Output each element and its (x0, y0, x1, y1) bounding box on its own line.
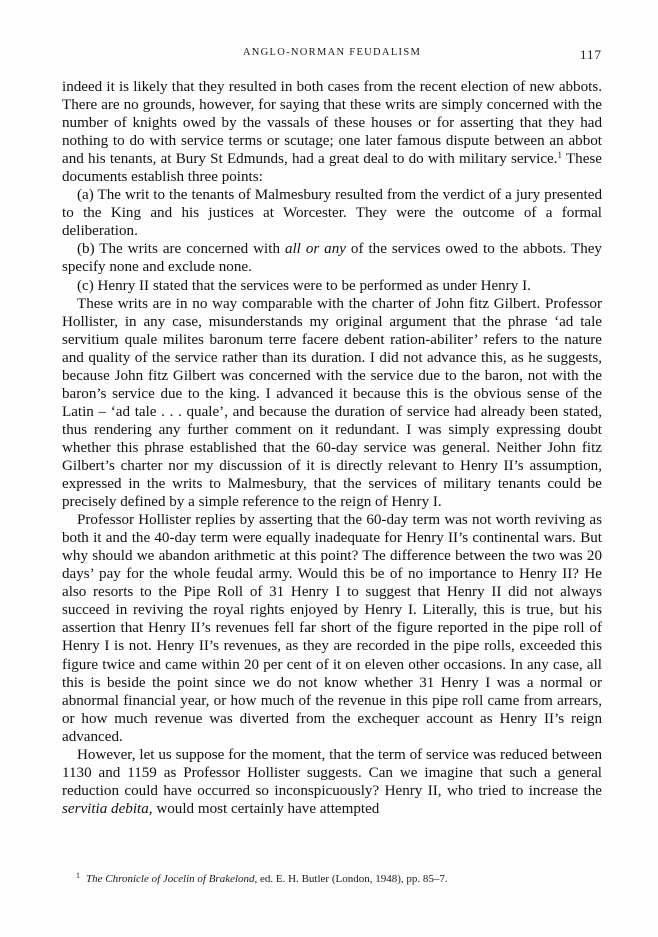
paragraph-text: These writs are in no way comparable with the charter of John fitz Gilbert. Professor Hollister, in any case, misunderstands my original argument that the phrase ‘ad tale servitium quale milites baronum terre facere debent ration-abiliter’ refers to the nature and quality of the service rather than its duration. I did not advance this, as he suggests, because John fitz Gilbert was concerned with the service due to the baron, not with the baron’s service due to the king. I advanced it because this is the obvious sense of the Latin – ‘ad tale . . . quale’, and because the duration of service had already been stated, thus rendering any further comment on it redundant. I was simply expressing doubt whether this phrase established that the 60-day service was general. Neither John fitz Gilbert’s charter nor my discussion of it is directly relevant to Henry II’s assumption, expressed in the writs to Malmesbury, that the services of military tenants could be precisely defined by a simple reference to the reign of Henry I. (62, 295, 602, 511)
paragraph-continued (62, 78, 602, 186)
paragraph-text: indeed it is likely that they resulted in both cases from the recent election of new abbots. There are no grounds, however, for saying that these writs are simply concerned with the number of knights owed by the vassals of these houses or for asserting that they had nothing to do with service terms or scutage; one later famous dispute between an abbot and his tenants, at Bury St Edmunds, had a great deal to do with military service. (62, 79, 602, 168)
paragraph-text: , would most certainly have attempted (148, 800, 380, 817)
paragraph-text: These documents establish three points: (62, 151, 603, 186)
paragraph (62, 746, 602, 818)
running-head (62, 47, 602, 65)
footnote-reference: 1 (557, 150, 563, 161)
emphasis: all or any (284, 241, 346, 258)
list-item-text: (c) Henry II stated that the services were to be performed as under Henry I. (77, 277, 531, 294)
footnote-text: , ed. E. H. Butler (London, 1948), pp. 85–7. (254, 873, 448, 885)
emphasis: servitia debita (62, 800, 149, 817)
body-text (62, 78, 602, 818)
page-number: 117 (579, 47, 602, 62)
paragraph (62, 295, 602, 512)
paragraph-text: However, let us suppose for the moment, that the term of service was reduced between 1130 and 1159 as Professor Hollister suggests. Can we imagine that such a general reduction could have occurred so inconspicuously? Henry II, who tried to increase the (62, 746, 602, 799)
running-title: ANGLO-NORMAN FEUDALISM (242, 47, 422, 58)
list-item-a (62, 186, 602, 240)
list-item-text: (b) The writs are concerned with (77, 241, 285, 258)
list-item-text: (a) The writ to the tenants of Malmesbury resulted from the verdict of a jury presented to the King and his justices at Worcester. They were the outcome of a formal deliberation. (62, 187, 602, 240)
list-item-c (62, 277, 602, 295)
footnote-mark: 1 (76, 871, 80, 880)
list-item-b (62, 240, 602, 276)
list-item-text: of the services owed to the abbots. They specify none and exclude none. (62, 241, 602, 276)
paragraph-text: Professor Hollister replies by asserting that the 60-day term was not worth reviving as both it and the 40-day term were equally inadequate for Henry II’s continental wars. But why should we abandon arithmetic at this point? The difference between the two was 20 days’ pay for the whole feudal army. Would this be of no importance to Henry II? He also resorts to the Pipe Roll of 31 Henry I to suggest that Henry II did not always succeed in reviving the royal rights enjoyed by Henry I. Literally, this is true, but his assertion that Henry II’s revenues fell far short of the figure reported in the pipe roll of Henry I is not. Henry II’s revenues, as they are recorded in the pipe rolls, exceeded this figure twice and came within 20 per cent of it on eleven other occasions. In any case, all this is beside the point since we do not know whether 31 Henry I was a normal or abnormal financial year, or how much of the revenue in this pipe roll came from arrears, or how much revenue was diverted from the exchequer account as Henry II’s reign advanced. (62, 512, 602, 745)
footnote-title: The Chronicle of Jocelin of Brakelond (86, 873, 255, 885)
footnote (62, 872, 602, 887)
paragraph (62, 511, 602, 746)
